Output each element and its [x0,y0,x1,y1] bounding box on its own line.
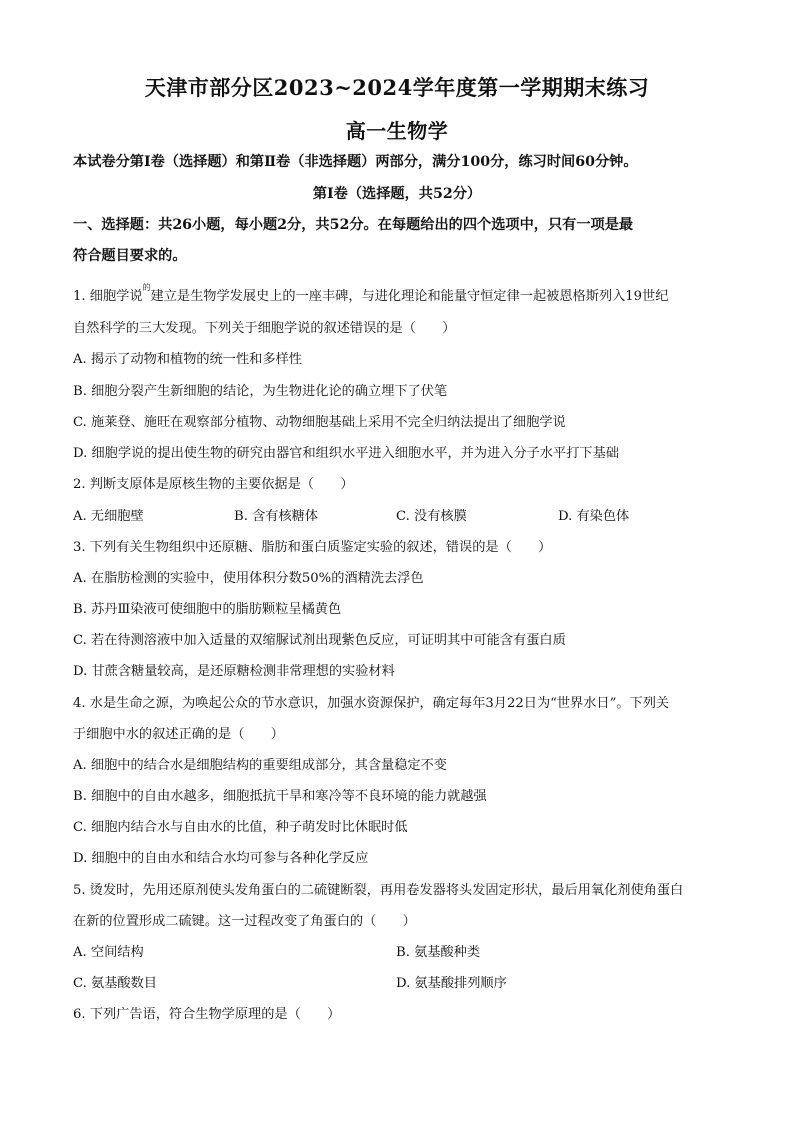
section-heading-line2: 符合题目要求的。 [73,248,187,264]
q4-option-a: A. 细胞中的结合水是细胞结构的重要组成部分，其含量稳定不变 [73,758,447,773]
q6-stem: 6. 下列广告语，符合生物学原理的是（ ） [73,1007,341,1022]
q5-option-d: D. 氨基酸排列顺序 [396,976,507,991]
q3-option-c: C. 若在待测溶液中加入适量的双缩脲试剂出现紫色反应，可证明其中可能含有蛋白质 [73,633,566,648]
q4-stem-line2: 于细胞中水的叙述正确的是（ ） [73,727,284,742]
exam-instructions: 本试卷分第Ⅰ卷（选择题）和第Ⅱ卷（非选择题）两部分，满分100分，练习时间60分钟。 [73,154,638,170]
q1-annotation: 的 [142,283,151,292]
section-heading-line1: 一、选择题：共26小题，每小题2分，共52分。在每题给出的四个选项中，只有一项是最 [73,217,634,233]
q3-stem: 3. 下列有关生物组织中还原糖、脂肪和蛋白质鉴定实验的叙述，错误的是（ ） [73,540,552,555]
q5-stem-line1: 5. 烫发时，先用还原剂使头发角蛋白的二硫键断裂，再用卷发器将头发固定形状，最后用氧化剂使角蛋白 [73,883,684,898]
q4-option-d: D. 细胞中的自由水和结合水均可参与各种化学反应 [73,851,369,866]
q4-stem-line1: 4. 水是生命之源，为唤起公众的节水意识，加强水资源保护，确定每年3月22日为“世界水日”。下列关 [73,696,670,711]
q3-option-d: D. 甘蔗含糖量较高，是还原糖检测非常理想的实验材料 [73,664,395,679]
q2-stem: 2. 判断支原体是原核生物的主要依据是（ ） [73,477,354,492]
q5-stem-line2: 在新的位置形成二硫键。这一过程改变了角蛋白的（ ） [73,914,416,929]
q1-option-b: B. 细胞分裂产生新细胞的结论，为生物进化论的确立埋下了伏笔 [73,384,448,399]
q3-option-a: A. 在脂肪检测的实验中，使用体积分数50%的酒精洗去浮色 [73,571,424,586]
q2-option-d: D. 有染色体 [558,509,630,524]
q1-stem-line2: 自然科学的三大发现。下列关于细胞学说的叙述错误的是（ ） [73,321,456,336]
q1-option-d: D. 细胞学说的提出使生物的研究由器官和组织水平进入细胞水平，并为进入分子水平打下基础 [73,446,619,461]
q2-option-a: A. 无细胞壁 [73,509,144,524]
q3-option-b: B. 苏丹Ⅲ染液可使细胞中的脂肪颗粒呈橘黄色 [73,602,342,617]
q4-option-b: B. 细胞中的自由水越多，细胞抵抗干旱和寒冷等不良环境的能力就越强 [73,789,487,804]
exam-title: 天津市部分区2023~2024学年度第一学期期末练习 [144,75,650,100]
q1-stem-rest: 建立是生物学发展史上的一座丰碑，与进化理论和能量守恒定律一起被恩格斯列入19世纪 [150,289,669,304]
exam-subject: 高一生物学 [345,119,449,143]
part1-heading: 第Ⅰ卷（选择题，共52分） [312,186,482,202]
q1-stem-start: 1. 细胞学说 [73,289,143,304]
q1-option-a: A. 揭示了动物和植物的统一性和多样性 [73,352,302,367]
q2-option-c: C. 没有核膜 [396,509,467,524]
q1-option-c: C. 施莱登、施旺在观察部分植物、动物细胞基础上采用不完全归纳法提出了细胞学说 [73,415,566,430]
q1-stem-line1 [73,285,668,304]
q4-option-c: C. 细胞内结合水与自由水的比值，种子萌发时比休眠时低 [73,820,408,835]
q2-option-b: B. 含有核糖体 [234,509,319,524]
q5-option-a: A. 空间结构 [73,945,144,960]
q5-option-c: C. 氨基酸数目 [73,976,157,991]
q5-option-b: B. 氨基酸种类 [396,945,481,960]
